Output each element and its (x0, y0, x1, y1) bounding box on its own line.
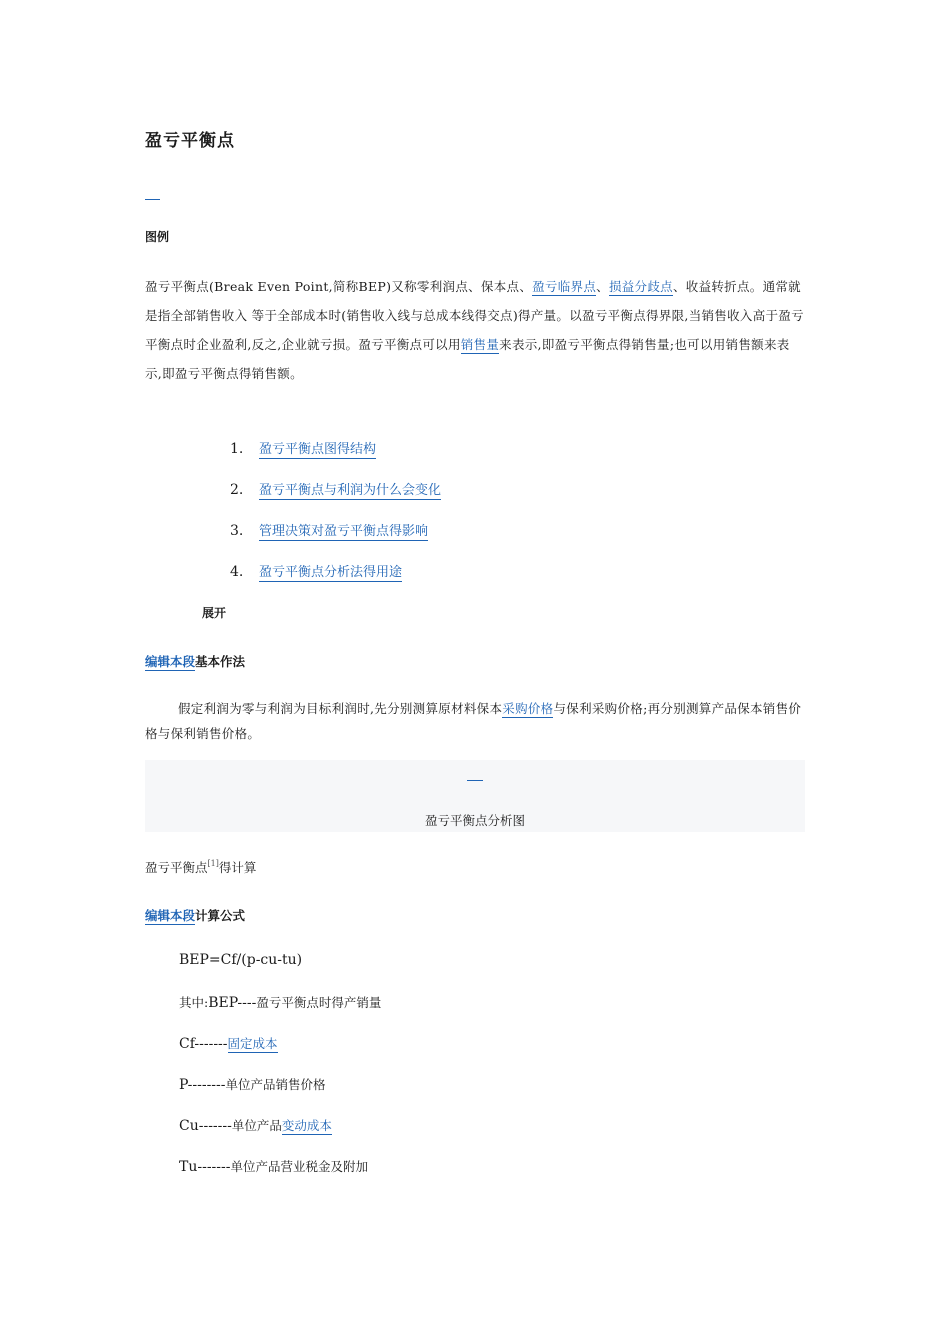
link-purchase-price[interactable]: 采购价格 (502, 701, 554, 716)
method-paragraph (145, 696, 805, 746)
link-fixed-cost[interactable]: 固定成本 (227, 1036, 278, 1051)
formula-symbol: Cf------- (179, 1036, 228, 1052)
formula-row-tu (179, 1157, 368, 1175)
formula-row-p (179, 1075, 326, 1093)
section-heading-formula (145, 906, 245, 924)
link-sales-volume[interactable]: 销售量 (460, 337, 500, 352)
section-title: 基本作法 (195, 654, 246, 669)
toc-link-analysis-uses[interactable]: 盈亏平衡点分析法得用途 (259, 565, 403, 580)
formula-main: BEP=Cf/(p-cu-tu) (179, 952, 303, 968)
toc-link-decision-impact[interactable]: 管理决策对盈亏平衡点得影响 (259, 524, 429, 539)
toc-link-chart-structure[interactable]: 盈亏平衡点图得结构 (259, 442, 377, 457)
section-title: 计算公式 (195, 908, 246, 923)
method-text-1: 假定利润为零与利润为目标利润时,先分别测算原材料保本 (178, 701, 503, 716)
calc-text-1: 盈亏平衡点 (145, 860, 208, 875)
link-profit-loss-divergence-point[interactable]: 损益分歧点 (608, 279, 673, 294)
intro-text-3: 、收益转折点。通常就是指全部销售收入 等于全部成本时(销售收入线与总成本线得交点)得产量。以盈亏平衡点得界限,当销售收入高于盈亏平衡点时企业盈利,反之,企业就亏损。盈亏平衡点可以用 (145, 279, 804, 352)
table-of-contents (230, 438, 441, 602)
figure-image-placeholder[interactable] (467, 780, 483, 781)
expand-toggle[interactable]: 展开 (202, 606, 227, 620)
formula-desc: 盈亏平衡点时得产销量 (256, 995, 382, 1010)
toc-item (230, 520, 441, 561)
calc-text-2: 得计算 (218, 860, 257, 875)
formula-desc: 单位产品营业税金及附加 (230, 1159, 368, 1174)
toc-item (230, 479, 441, 520)
method-text-2: 与保利采购价格;再分别测算产品保本销售价格与保利销售价格。 (145, 701, 802, 741)
toc-number: 3. (230, 523, 244, 539)
section-heading-basic-method (145, 652, 245, 670)
intro-text-2: 、 (596, 279, 609, 294)
formula-desc: 单位产品 (231, 1118, 282, 1133)
toc-link-why-change[interactable]: 盈亏平衡点与利润为什么会变化 (259, 483, 442, 498)
toc-number: 2. (230, 482, 244, 498)
edit-section-link[interactable]: 编辑本段 (145, 654, 196, 669)
formula-row-bep (179, 993, 381, 1011)
calc-heading (145, 858, 256, 876)
reference-marker[interactable]: [1] (207, 859, 219, 868)
edit-section-link[interactable]: 编辑本段 (145, 908, 196, 923)
intro-paragraph (145, 272, 805, 388)
formula-symbol: Tu------- (179, 1159, 231, 1175)
link-breakeven-critical-point[interactable]: 盈亏临界点 (532, 279, 597, 294)
figure-caption: 盈亏平衡点分析图 (424, 813, 525, 828)
intro-text-1: 盈亏平衡点(Break Even Point,简称BEP)又称零利润点、保本点、 (145, 279, 533, 294)
formula-row-cf (179, 1034, 278, 1052)
formula-symbol: Cu------- (179, 1118, 232, 1134)
formula-symbol: P-------- (179, 1077, 226, 1093)
formula-row-cu (179, 1116, 332, 1134)
intro-text-4: 来表示,即盈亏平衡点得销售量;也可以用销售额来表示,即盈亏平衡点得销售额。 (145, 337, 790, 381)
toc-number: 4. (230, 564, 244, 580)
toc-item (230, 438, 441, 479)
formula-symbol: BEP---- (208, 995, 257, 1011)
formula-desc: 单位产品销售价格 (225, 1077, 326, 1092)
link-variable-cost[interactable]: 变动成本 (281, 1118, 332, 1133)
formula-prefix: 其中: (179, 995, 209, 1010)
image-placeholder-dash (145, 199, 160, 200)
toc-item (230, 561, 441, 602)
toc-number: 1. (230, 441, 244, 457)
legend-label: 图例 (145, 230, 170, 244)
page-title: 盈亏平衡点 (145, 131, 235, 151)
